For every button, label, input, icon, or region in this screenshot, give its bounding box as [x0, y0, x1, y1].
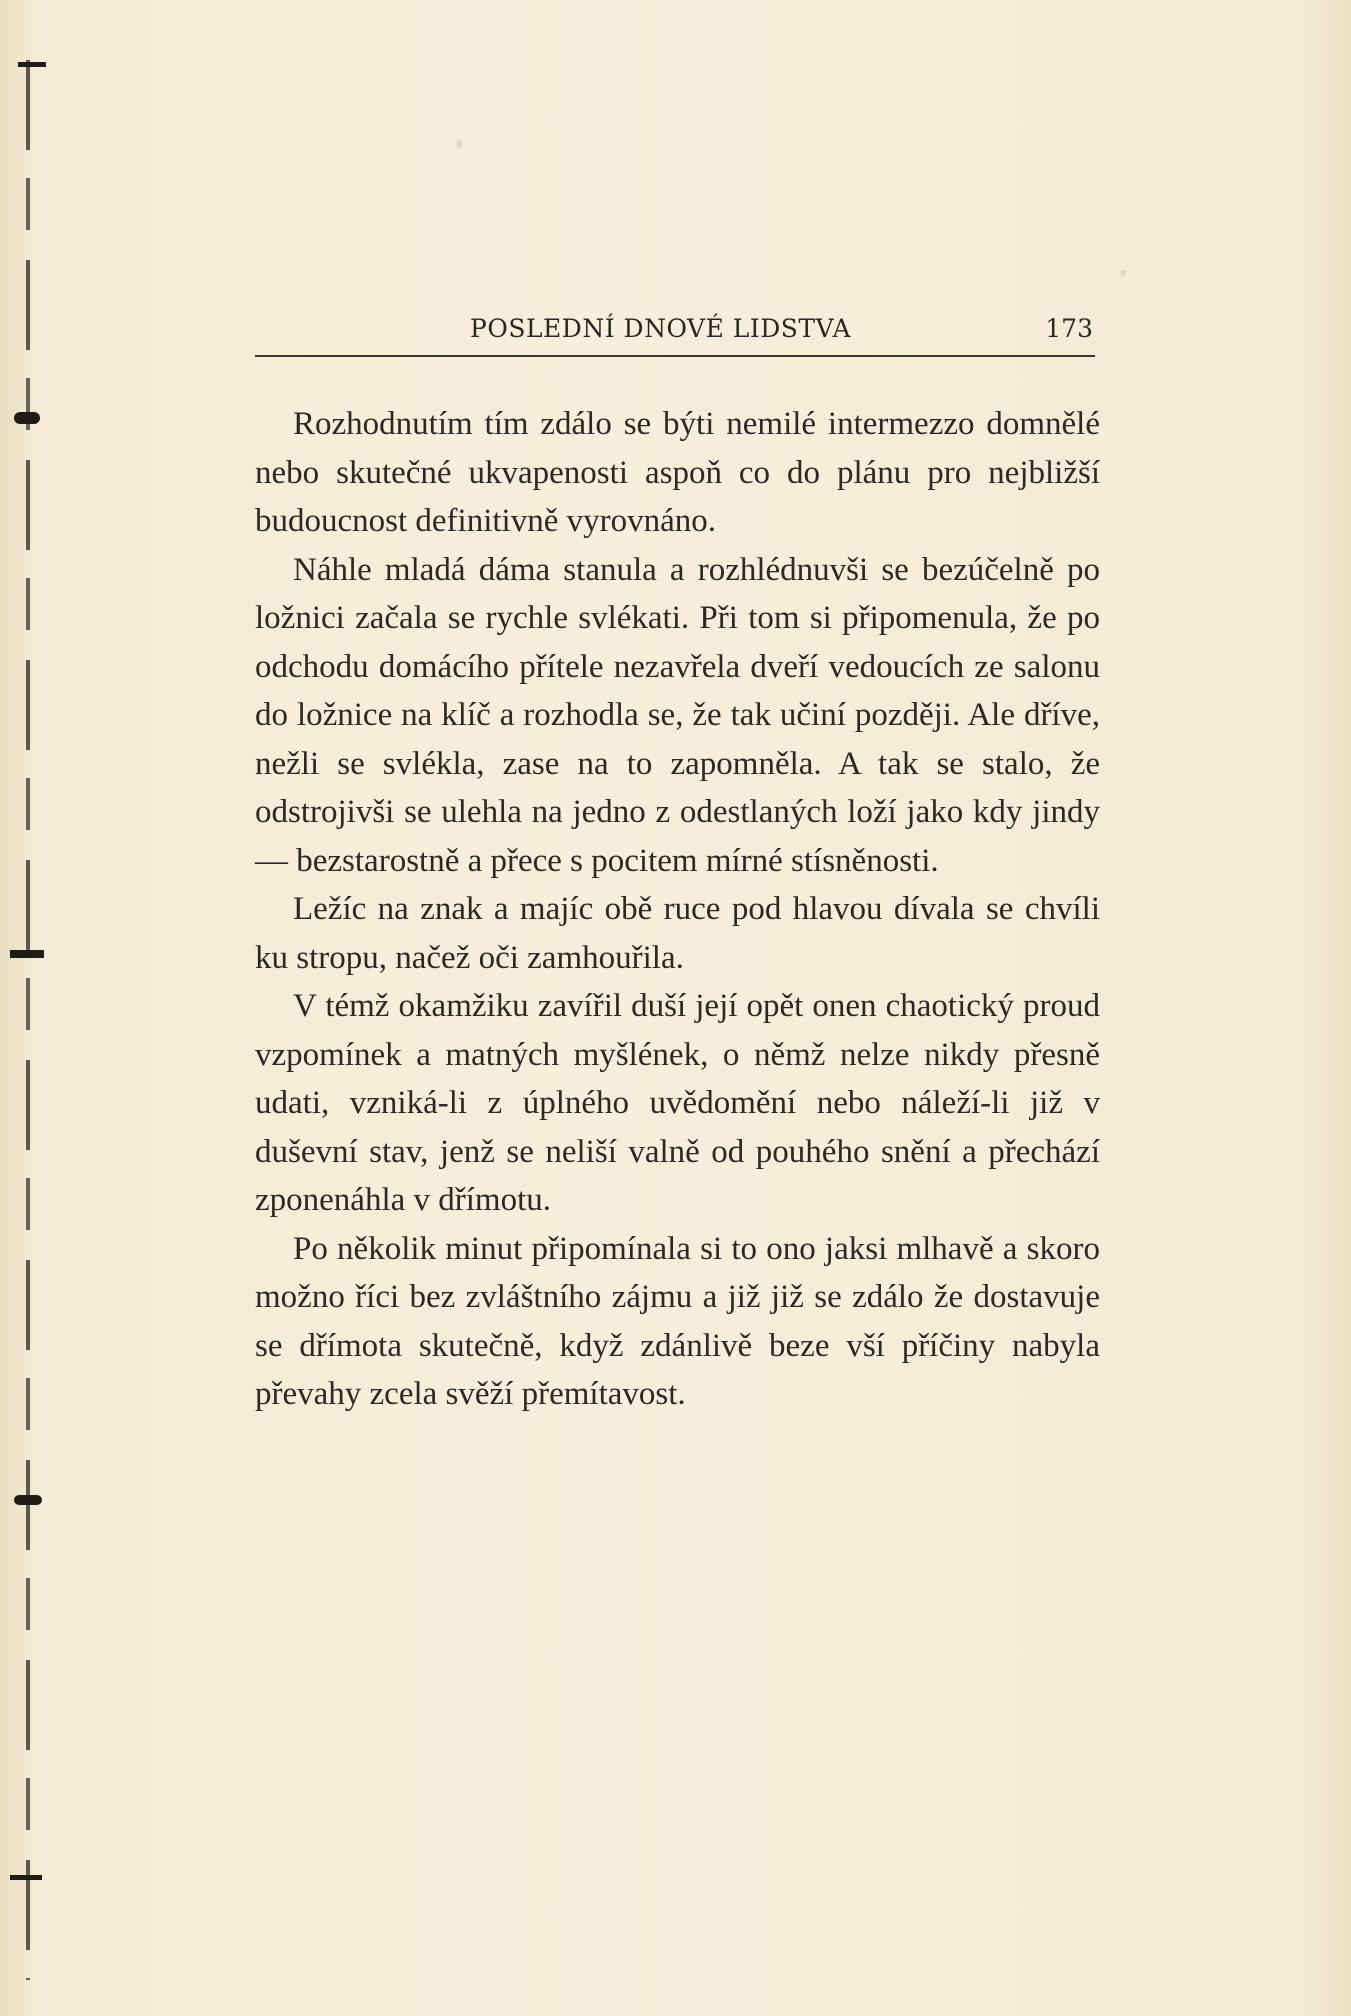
binding-edge: [26, 60, 30, 1980]
paper-stain: [1120, 270, 1126, 276]
running-header: [255, 312, 1095, 352]
paragraph: Po několik minut připomínala si to ono jaksi mlhavě a skoro možno říci bez zvláštního zájmu a již již se zdálo že dostavuje se dřímota skutečně, když zdánlivě beze vší příčiny nabyla převahy zcela svěží přemítavost.: [255, 1230, 1100, 1412]
binding-mark: [14, 1495, 42, 1505]
page-number: 173: [1045, 314, 1093, 343]
paper-stain: [455, 140, 463, 148]
running-title: POSLEDNÍ DNOVÉ LIDSTVA: [470, 314, 851, 343]
paragraph: V témž okamžiku zavířil duší její opět onen chaotický proud vzpomínek a matných myšlének, o němž nelze nikdy přesně udati, vzniká-li z úplného uvědomění nebo náleží-li již v duševní stav, jenž se neliší valně od pouhého snění a přechází zponenáhla v dřímotu.: [255, 988, 1100, 1218]
paragraph: Náhle mladá dáma stanula a rozhlédnuvši se bezúčelně po ložnici začala se rychle svlékati. Při tom si připomenula, že po odchodu domácího přítele nezavřela dveří vedoucích ze salonu do ložnice na klíč a rozhodla se, že tak učiní později. Ale dříve, nežli se svlékla, zase na to zapomněla. A tak se stalo, že odstrojivši se ulehla na jedno z odestlaných loží jako kdy jindy — bezstarostně a přece s pocitem mírné stísněnosti.: [255, 551, 1100, 879]
body-text: [255, 400, 1100, 1419]
binding-mark: [10, 1875, 42, 1880]
binding-mark: [18, 62, 46, 67]
binding-mark: [14, 412, 40, 424]
header-rule: [255, 355, 1095, 357]
paragraph: Ležíc na znak a majíc obě ruce pod hlavou dívala se chvíli ku stropu, načež oči zamhouřila.: [255, 891, 1100, 976]
binding-mark: [10, 950, 44, 958]
paragraph: Rozhodnutím tím zdálo se býti nemilé intermezzo domnělé nebo skutečné ukvapenosti aspoň co do plánu pro nejbližší budoucnost definitivně vyrovnáno.: [255, 406, 1100, 539]
